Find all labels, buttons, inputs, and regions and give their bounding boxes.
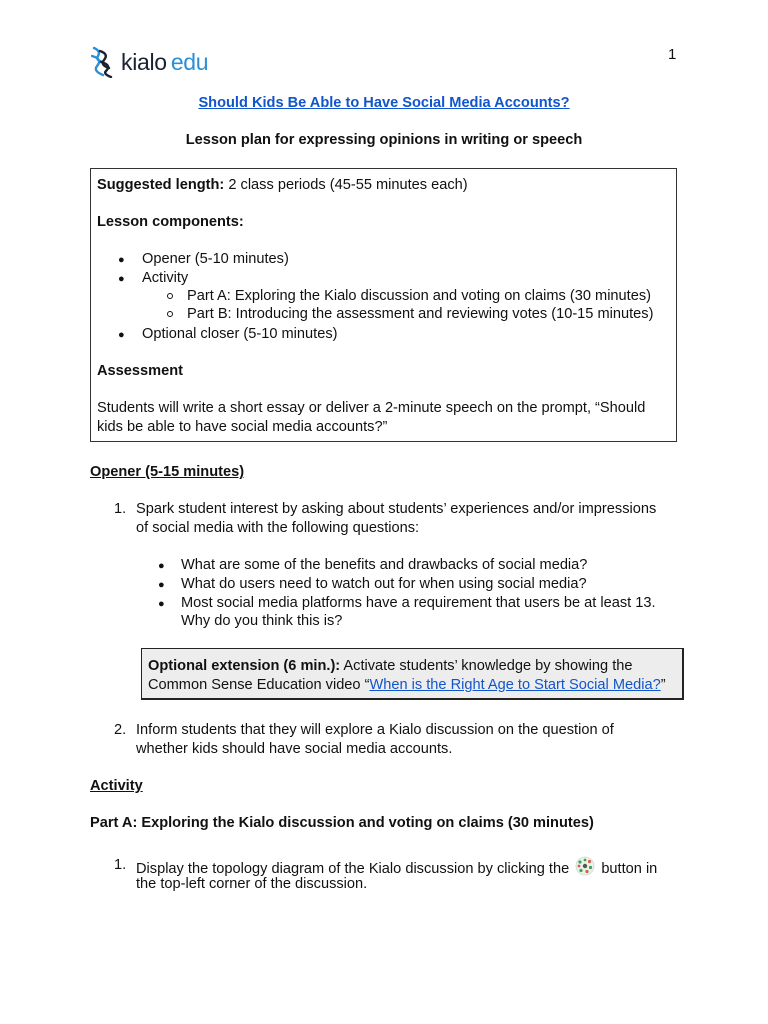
bullet-icon: ● <box>118 254 125 266</box>
assessment-text: Students will write a short essay or deliver a 2-minute speech on the prompt, “Should <box>97 400 646 416</box>
component-item: Opener (5-10 minutes) <box>142 251 289 267</box>
extension-line <box>148 676 666 695</box>
bullet-icon: ● <box>158 598 165 610</box>
opener-step-text: Inform students that they will explore a Kialo discussion on the question of <box>136 722 614 738</box>
bullet-icon: ● <box>118 273 125 285</box>
part-a-heading: Part A: Exploring the Kialo discussion and voting on claims (30 minutes) <box>90 815 594 831</box>
opener-step-text: of social media with the following questions: <box>136 520 420 536</box>
kialo-edu-logo <box>91 46 208 78</box>
kialo-logo-icon <box>91 46 115 78</box>
opener-heading: Opener (5-15 minutes) <box>90 464 245 480</box>
assessment-text: kids be able to have social media accounts?” <box>97 419 388 435</box>
extension-label: Optional extension (6 min.): <box>148 658 341 674</box>
step-number: 2. <box>114 722 127 738</box>
suggested-length-value: 2 class periods (45-55 minutes each) <box>224 177 468 193</box>
document-subtitle: Lesson plan for expressing opinions in writing or speech <box>185 132 583 148</box>
activity-step-pre: Display the topology diagram of the Kialo discussion by clicking the <box>136 861 570 877</box>
opener-step-text: whether kids should have social media accounts. <box>136 741 453 757</box>
question-item: Most social media platforms have a requirement that users be at least 13. <box>181 595 656 611</box>
hollow-bullet-icon <box>167 293 173 299</box>
component-item: Activity <box>142 270 189 286</box>
assessment-label: Assessment <box>97 363 183 379</box>
logo-text-edu: edu <box>170 48 209 75</box>
opener-step-text: Spark student interest by asking about students’ experiences and/or impressions <box>136 501 657 517</box>
topology-icon <box>575 856 595 882</box>
extension-text: Common Sense Education video “ <box>148 677 370 693</box>
suggested-length-line <box>97 176 468 195</box>
hollow-bullet-icon <box>167 311 173 317</box>
question-item: What do users need to watch out for when using social media? <box>181 576 587 592</box>
lesson-summary-box <box>90 168 677 442</box>
logo-text-kialo: kialo <box>121 48 167 75</box>
bullet-icon: ● <box>158 579 165 591</box>
lesson-components-label: Lesson components: <box>97 214 244 230</box>
activity-heading: Activity <box>90 778 143 794</box>
component-subitem: Part B: Introducing the assessment and reviewing votes (10-15 minutes) <box>187 306 654 322</box>
bullet-icon: ● <box>158 560 165 572</box>
component-subitem: Part A: Exploring the Kialo discussion and voting on claims (30 minutes) <box>187 288 651 304</box>
bullet-icon: ● <box>118 329 125 341</box>
step-number: 1. <box>114 857 127 873</box>
video-link[interactable]: When is the Right Age to Start Social Media? <box>369 677 661 693</box>
activity-step-text: the top-left corner of the discussion. <box>136 876 368 892</box>
suggested-length-label: Suggested length: <box>97 177 225 193</box>
extension-text: ” <box>660 677 666 693</box>
extension-line <box>148 657 633 676</box>
activity-step-post: button in <box>601 861 658 877</box>
optional-extension-box <box>141 648 684 700</box>
title-link[interactable]: Should Kids Be Able to Have Social Media Accounts? <box>198 95 570 111</box>
question-item: Why do you think this is? <box>181 613 343 629</box>
extension-text: Activate students’ knowledge by showing the <box>340 658 633 674</box>
step-number: 1. <box>114 501 127 517</box>
component-item: Optional closer (5-10 minutes) <box>142 326 338 342</box>
question-item: What are some of the benefits and drawbacks of social media? <box>181 557 588 573</box>
page-number: 1 <box>668 46 677 63</box>
